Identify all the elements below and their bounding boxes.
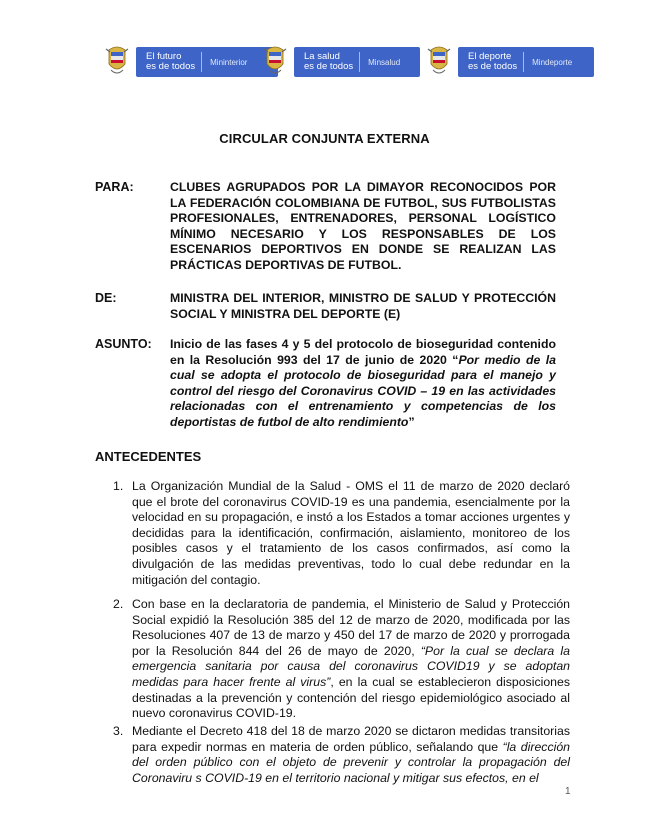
item-text: Mediante el Decreto 418 del 18 de marzo 2020 se dictaron medidas transitorias para expedir normas en materia de orden público, señalando que “la dirección del orden público con el objeto de prevenir y controlar la propagación del Coronaviru s COVID-19 en el territorio nacional y mitigar sus efectos, en el	[132, 724, 571, 785]
item-number: 2.	[113, 597, 124, 611]
document-title: CIRCULAR CONJUNTA EXTERNA	[219, 131, 430, 146]
de-label: DE:	[95, 291, 117, 305]
logo-minsalud	[262, 42, 420, 82]
logo-mindeporte	[426, 42, 594, 82]
para-label: PARA:	[95, 180, 134, 194]
logo-mininterior	[104, 42, 278, 82]
item-text: Con base en la declaratoria de pandemia, el Ministerio de Salud y Protección Social expidió la Resolución 385 del 12 de marzo de 2020, modificada por las Resoluciones 407 de 13 de marzo y 450 del 17 de marzo de 2020 y prorrogada por la Resolución 844 del 26 de mayo de 2020, “Por la cual se declara la emergencia sanitaria por causa del coronavirus COVID19 y se adoptan medidas para hacer frente al virus”, en la cual se establecieron disposiciones destinadas a la prevención y contención del riesgo epidemiológico asociado al nuevo coronavirus COVID-19.	[132, 597, 570, 721]
asunto-label: ASUNTO:	[95, 337, 152, 351]
colombia-coat-of-arms-icon	[104, 44, 130, 80]
colombia-coat-of-arms-icon	[262, 44, 288, 80]
antecedentes-heading: ANTECEDENTES	[95, 449, 202, 464]
page-number: 1	[565, 786, 571, 797]
slogan: El deporte es de todos	[458, 52, 524, 72]
item-text: La Organización Mundial de la Salud - OMS el 11 de marzo de 2020 declaró que el brote del coronavirus COVID-19 es una pandemia, esencialmente por la velocidad en su propagación, e instó a los Estados a tomar acciones urgentes y decididas para la identificación, confirmación, aislamiento, monitoreo de los posibles casos y el tratamiento de los casos confirmados, así como la divulgación de las medidas preventivas, todo lo cual debe redundar en la mitigación del contagio.	[132, 479, 570, 587]
item-number: 1.	[113, 479, 124, 493]
de-text: MINISTRA DEL INTERIOR, MINISTRO DE SALUD Y PROTECCIÓN SOCIAL Y MINISTRA DEL DEPORTE (E)	[170, 291, 556, 321]
para-text: CLUBES AGRUPADOS POR LA DIMAYOR RECONOCIDOS POR LA FEDERACIÓN COLOMBIANA DE FUTBOL, SUS FUTBOLISTAS PROFESIONALES, ENTRENADORES, PERSONAL LOGÍSTICO MÍNIMO NECESARIO Y LOS RESPONSABLES DE LOS ESCENARIOS DEPORTIVOS EN DONDE SE REALIZAN LAS PRÁCTICAS DEPORTIVAS DE FUTBOL.	[170, 180, 556, 272]
item-number: 3.	[113, 724, 124, 738]
ministry-name: Mindeporte	[532, 57, 573, 67]
ministry-name: Minsalud	[368, 57, 401, 67]
colombia-coat-of-arms-icon	[426, 44, 452, 80]
slogan: La salud es de todos	[294, 52, 360, 72]
asunto-text: Inicio de las fases 4 y 5 del protocolo de bioseguridad contenido en la Resolución 993 del 17 de junio de 2020 “Por medio de la cual se adopta el protocolo de bioseguridad para el manejo y control del riesgo del Coronavirus COVID – 19 en las actividades relacionadas con el entrenamiento y competencias de los deportistas de futbol de alto rendimiento”	[170, 337, 556, 429]
slogan: El futuro es de todos	[136, 52, 202, 72]
ministry-name: Mininterior	[210, 57, 248, 67]
